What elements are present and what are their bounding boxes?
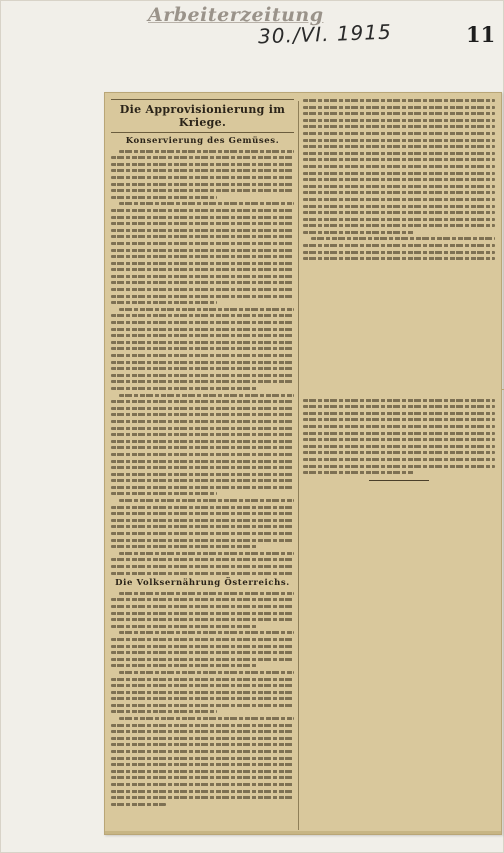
text-line [111,196,217,199]
text-line [111,216,294,219]
text-line [111,539,294,542]
text-line [119,592,294,595]
text-line [111,783,294,786]
text-line [111,558,294,561]
text-line [111,183,294,186]
text-line [311,237,495,240]
text-line [111,763,294,766]
text-line [111,314,294,317]
text-line [111,460,294,463]
newspaper-masthead: Arbeiterzeitung [148,4,324,26]
text-line [111,413,294,416]
text-line [111,321,294,324]
text-line [111,770,294,773]
text-line [303,418,495,421]
text-line [119,308,294,311]
text-line [111,750,294,753]
text-line [111,486,294,489]
text-line [111,645,294,648]
text-line [111,664,257,667]
text-line [119,552,294,555]
text-line [111,658,294,661]
text-line [303,445,495,448]
text-line [111,532,294,535]
text-line [111,506,294,509]
text-line [303,218,495,221]
text-line [119,150,294,153]
text-line [303,191,495,194]
text-line [303,185,495,188]
text-line [111,354,294,357]
text-line [111,684,294,687]
text-line [119,717,294,720]
article-headline: Die Approvisionierung im Kriege. [111,99,294,133]
text-line [111,453,294,456]
text-line [303,132,495,135]
text-line [303,125,495,128]
text-line [111,407,294,410]
text-line [111,704,294,707]
text-line [111,479,294,482]
text-line [111,440,294,443]
article-end-rule [369,480,429,481]
text-line [111,790,294,793]
section-title-nutrition: Die Volksernährung Österreichs. [115,578,290,589]
text-line [303,425,495,428]
article-column-right [303,93,495,834]
section-title-conservation: Konservierung des Gemüses. [125,136,280,146]
text-line [111,446,294,449]
text-line [111,242,294,245]
text-line [111,737,294,740]
text-line [111,638,294,641]
page-number: 11 [466,22,496,47]
handwritten-date: 30./VI. 1915 [257,19,393,49]
text-line [111,380,294,383]
text-line [111,743,294,746]
text-line [111,710,217,713]
text-line [303,465,495,468]
text-line [111,328,294,331]
text-line [119,202,294,205]
text-line [111,466,294,469]
text-line [111,776,294,779]
text-line [111,473,294,476]
text-line [111,433,294,436]
text-line [119,671,294,674]
text-line [303,458,495,461]
text-line [111,209,294,212]
text-line [303,99,495,102]
text-line [111,281,294,284]
text-line [111,618,294,621]
text-line [119,499,294,502]
text-line [111,156,294,159]
text-line [303,244,495,247]
text-line [111,492,217,495]
text-line [303,471,414,474]
text-line [111,612,294,615]
text-line [111,229,294,232]
text-line [111,367,294,370]
column-divider [298,101,299,830]
text-line [303,139,495,142]
clipping-edge [105,831,501,834]
text-line [111,605,294,608]
text-line [303,438,495,441]
text-line [111,545,257,548]
text-line [111,651,294,654]
text-line [303,198,495,201]
text-line [111,678,294,681]
text-line [111,757,294,760]
text-line [111,361,294,364]
article-body-left-2 [111,592,294,806]
article-body-right-top [303,99,495,260]
article-body-left [111,150,294,575]
text-line [303,172,495,175]
text-line [303,106,495,109]
text-line [111,420,294,423]
text-line [303,145,495,148]
text-line [303,158,495,161]
text-line [303,224,495,227]
text-line [303,119,495,122]
text-line [303,112,495,115]
text-line [111,169,294,172]
text-line [111,301,217,304]
text-line [111,222,294,225]
article-column-left [111,93,294,834]
text-line [111,625,257,628]
text-line [303,251,495,254]
text-line [111,400,294,403]
text-line [111,374,294,377]
text-line [303,205,495,208]
text-line [111,525,294,528]
text-line [111,334,294,337]
newspaper-clipping [104,92,502,835]
text-line [111,295,294,298]
text-line [111,268,294,271]
text-line [303,257,495,260]
text-line [111,255,294,258]
text-line [111,341,294,344]
text-line [303,211,495,214]
text-line [111,288,294,291]
text-line [111,796,294,799]
text-line [111,235,294,238]
text-line [303,405,495,408]
text-line [111,803,166,806]
text-line [303,178,495,181]
text-line [303,412,495,415]
text-line [303,399,495,402]
text-line [119,631,294,634]
text-line [111,176,294,179]
text-line [111,427,294,430]
text-line [111,565,294,568]
text-line [111,697,294,700]
text-line [111,724,294,727]
text-line [111,189,294,192]
text-line [111,163,294,166]
text-line [111,262,294,265]
text-line [119,394,294,397]
text-line [303,432,495,435]
text-line [111,249,294,252]
text-line [303,231,414,234]
text-line [111,598,294,601]
text-line [111,730,294,733]
text-line [303,152,495,155]
text-line [111,512,294,515]
text-line [303,165,495,168]
text-line [111,387,257,390]
text-line [111,275,294,278]
text-line [111,347,294,350]
text-line [111,519,294,522]
article-body-right-bottom [303,395,495,481]
text-line [111,691,294,694]
text-line [303,451,495,454]
text-line [111,572,294,575]
